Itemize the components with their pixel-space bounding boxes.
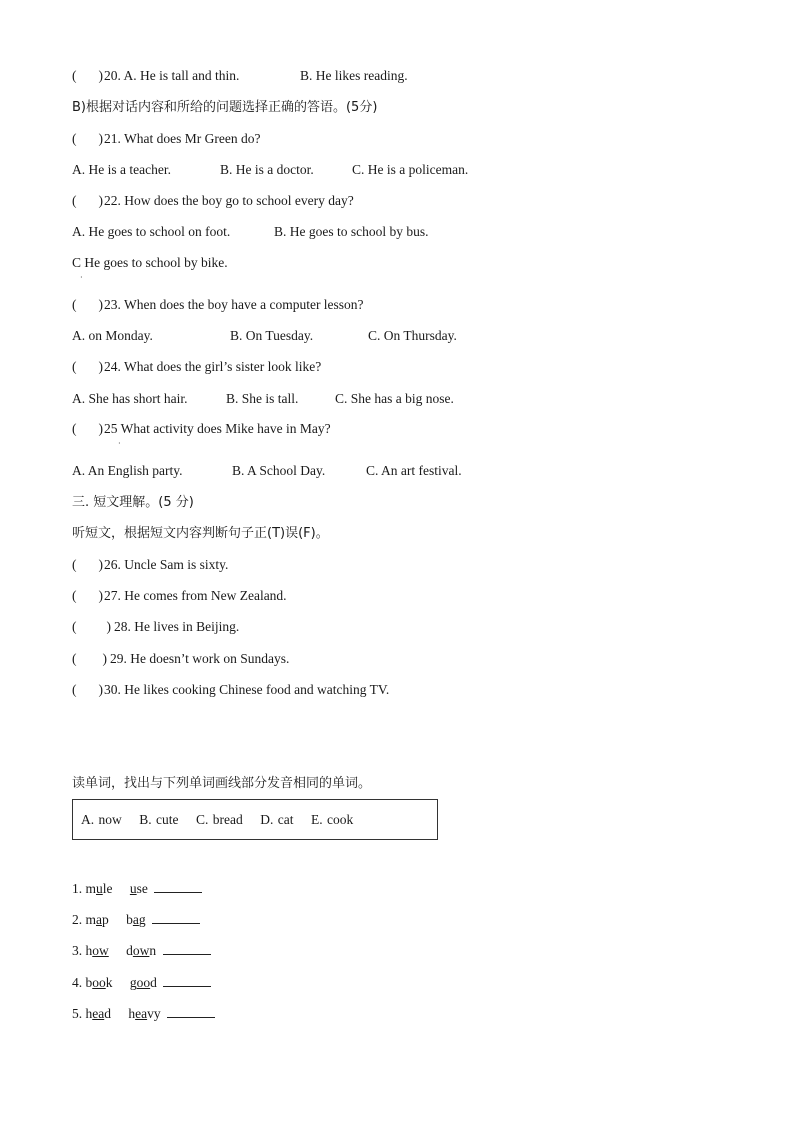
option-a: A. An English party.	[72, 463, 183, 478]
phonics-instruction: 读单词，找出与下列单词画线部分发音相同的单词。	[72, 776, 372, 791]
word-1: head	[85, 1006, 111, 1021]
option-a: A. He goes to school on foot.	[72, 224, 231, 239]
question-23	[72, 296, 364, 314]
phonics-item-5: 5. head heavy	[72, 1005, 215, 1023]
answer-blank[interactable]	[163, 974, 211, 987]
question-text: 20. A. He is tall and thin.	[104, 68, 240, 83]
question-21	[72, 130, 260, 148]
question-29	[72, 650, 289, 668]
option-c: C. On Thursday.	[368, 328, 457, 343]
answer-paren[interactable]: ( )	[72, 359, 103, 374]
word-1: how	[85, 943, 109, 958]
word-1: mule	[85, 881, 113, 896]
answer-blank[interactable]	[152, 911, 200, 924]
answer-blank[interactable]	[154, 880, 202, 893]
section-b-title: B)根据对话内容和所给的问题选择正确的答语。(5分)	[72, 100, 378, 115]
question-30	[72, 681, 389, 699]
word-1: book	[85, 975, 113, 990]
phonics-item-1: 1. mule use	[72, 880, 202, 898]
word-options: A. now B. cute C. bread D. cat E. cook	[81, 812, 354, 827]
answer-paren[interactable]: ( )	[72, 651, 107, 666]
word-2: good	[129, 975, 157, 990]
option-b: B. A School Day.	[232, 463, 326, 478]
question-28	[72, 618, 239, 636]
option-a: A. She has short hair.	[72, 391, 188, 406]
option-c: C. An art festival.	[366, 463, 462, 478]
answer-paren[interactable]: ( )	[72, 557, 103, 572]
question-25	[72, 420, 331, 438]
option-b: B. She is tall.	[226, 391, 299, 406]
option-b: B. He likes reading.	[300, 68, 408, 83]
option-c: C He goes to school by bike.	[72, 255, 228, 270]
question-text: 23. When does the boy have a computer lesson?	[104, 297, 364, 312]
word-2: down	[126, 943, 157, 958]
answer-paren[interactable]: ( )	[72, 131, 103, 146]
option-b: B. He goes to school by bus.	[274, 224, 429, 239]
question-22	[72, 192, 354, 210]
answer-paren[interactable]: ( )	[72, 421, 103, 436]
question-27	[72, 587, 287, 605]
word-1: map	[85, 912, 109, 927]
option-b: B. He is a doctor.	[220, 162, 314, 177]
option-c: C. She has a big nose.	[335, 391, 454, 406]
question-text: 28. He lives in Beijing.	[114, 619, 240, 634]
word-options-box	[72, 799, 438, 840]
answer-paren[interactable]: ( )	[72, 297, 103, 312]
word-2: heavy	[128, 1006, 161, 1021]
answer-paren[interactable]: ( )	[72, 68, 103, 83]
answer-paren[interactable]: ( )	[72, 193, 103, 208]
stray-dot: ·	[80, 273, 83, 282]
question-text: 22. How does the boy go to school every day?	[104, 193, 354, 208]
question-24	[72, 358, 321, 376]
answer-blank[interactable]	[167, 1005, 215, 1018]
phonics-item-2: 2. map bag	[72, 911, 200, 929]
answer-paren[interactable]: ( )	[72, 619, 111, 634]
phonics-item-3: 3. how down	[72, 942, 211, 960]
phonics-item-4: 4. book good	[72, 974, 211, 992]
section-3-instruction: 听短文，根据短文内容判断句子正(T)误(F)。	[72, 526, 329, 541]
option-a: A. He is a teacher.	[72, 162, 171, 177]
question-26	[72, 556, 228, 574]
answer-paren[interactable]: ( )	[72, 682, 103, 697]
option-a: A. on Monday.	[72, 328, 153, 343]
option-b: B. On Tuesday.	[230, 328, 314, 343]
word-2: bag	[126, 912, 146, 927]
question-text: 24. What does the girl’s sister look like?	[104, 359, 322, 374]
answer-paren[interactable]: ( )	[72, 588, 103, 603]
question-text: 26. Uncle Sam is sixty.	[104, 557, 229, 572]
word-2: use	[129, 881, 148, 896]
question-text: 27. He comes from New Zealand.	[104, 588, 287, 603]
option-c: C. He is a policeman.	[352, 162, 469, 177]
question-20	[72, 67, 239, 85]
section-3-title: 三. 短文理解。(5 分)	[72, 495, 194, 510]
stray-dot: ·	[118, 439, 121, 448]
question-text: 25 What activity does Mike have in May?	[104, 421, 331, 436]
question-text: 30. He likes cooking Chinese food and watching TV.	[104, 682, 390, 697]
question-text: 29. He doesn’t work on Sundays.	[110, 651, 290, 666]
answer-blank[interactable]	[163, 942, 211, 955]
question-text: 21. What does Mr Green do?	[104, 131, 261, 146]
